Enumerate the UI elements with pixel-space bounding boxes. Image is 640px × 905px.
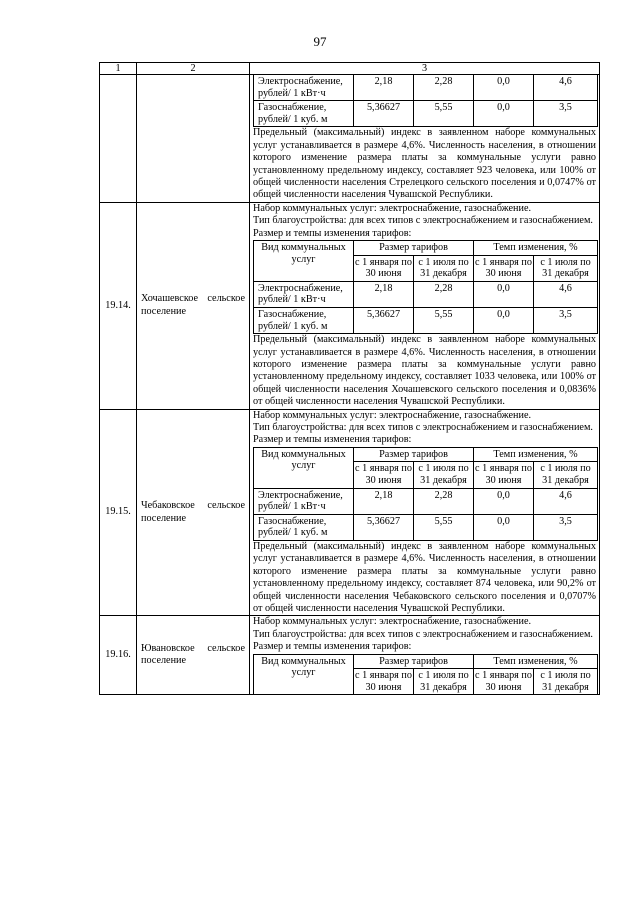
row-number: 19.14. (100, 202, 137, 409)
settlement-name: Ювановское сельское поселение (137, 616, 250, 695)
period-header: с 1 июля по 31 декабря (534, 255, 598, 281)
settlement-row (100, 616, 600, 695)
main-table (99, 62, 600, 695)
tariff-value: 5,36627 (354, 101, 414, 127)
tariff-value: 2,18 (354, 488, 414, 514)
tariff-row (254, 75, 598, 101)
tariff-value: 2,28 (414, 488, 474, 514)
service-name: Газоснабжение, рублей/ 1 куб. м (254, 514, 354, 540)
row-number: 19.16. (100, 616, 137, 695)
period-header: с 1 июля по 31 декабря (414, 669, 474, 695)
rate-value: 0,0 (474, 281, 534, 307)
tariff-value: 2,28 (414, 281, 474, 307)
col-rate-header: Темп изменения, % (474, 447, 598, 462)
tariff-value: 5,55 (414, 514, 474, 540)
rate-value: 0,0 (474, 488, 534, 514)
service-name: Газоснабжение, рублей/ 1 куб. м (254, 101, 354, 127)
tariff-row (254, 308, 598, 334)
service-name: Электроснабжение, рублей/ 1 кВт·ч (254, 488, 354, 514)
tariff-row (254, 281, 598, 307)
improvement-type: Тип благоустройства: для всех типов с электроснабжением и газоснабжением. (253, 628, 593, 640)
period-header: с 1 января по 30 июня (474, 255, 534, 281)
tariff-caption: Размер и темпы изменения тарифов: (253, 434, 412, 446)
tariff-value: 2,18 (354, 75, 414, 101)
tariff-table (253, 447, 598, 541)
rate-value: 3,5 (534, 101, 598, 127)
continuation-row (100, 75, 600, 203)
index-note: Предельный (максимальный) индекс в заявленном наборе коммунальных услуг устанавливается в размере 4,6%. Численность населения, в отношении которого изменение размера платы за коммунальные услуги равно установленному предельному индексу, составляет 1033 человека, или 100% от общей численности населения Хочашевского сельского поселения и 0,0836% от общей численности населения Чувашской Республики. (253, 334, 596, 408)
tariff-value: 2,28 (414, 75, 474, 101)
rate-value: 3,5 (534, 308, 598, 334)
period-header: с 1 июля по 31 декабря (414, 255, 474, 281)
services-set: Набор коммунальных услуг: электроснабжение, газоснабжение. (253, 409, 532, 421)
period-header: с 1 января по 30 июня (354, 669, 414, 695)
rate-value: 0,0 (474, 75, 534, 101)
tariff-row (254, 488, 598, 514)
tariff-value: 5,55 (414, 101, 474, 127)
services-set: Набор коммунальных услуг: электроснабжение, газоснабжение. (253, 616, 532, 628)
rate-value: 0,0 (474, 101, 534, 127)
row-number: 19.15. (100, 409, 137, 616)
rate-value: 3,5 (534, 514, 598, 540)
settlement-row (100, 202, 600, 409)
period-header: с 1 июля по 31 декабря (534, 669, 598, 695)
improvement-type: Тип благоустройства: для всех типов с электроснабжением и газоснабжением. (253, 215, 593, 227)
col-service-header: Вид коммунальных услуг (254, 447, 354, 488)
rate-value: 4,6 (534, 281, 598, 307)
col-rate-header: Темп изменения, % (474, 241, 598, 256)
improvement-type: Тип благоустройства: для всех типов с электроснабжением и газоснабжением. (253, 422, 593, 434)
tariff-value: 5,36627 (354, 308, 414, 334)
tariff-value: 2,18 (354, 281, 414, 307)
tariff-caption: Размер и темпы изменения тарифов: (253, 227, 412, 239)
col-service-header: Вид коммунальных услуг (254, 241, 354, 282)
period-header: с 1 января по 30 июня (474, 462, 534, 488)
settlement-name: Хочашевское сельское поселение (137, 202, 250, 409)
period-header: с 1 июля по 31 декабря (414, 462, 474, 488)
tariff-row (254, 101, 598, 127)
rate-value: 4,6 (534, 488, 598, 514)
column-number: 3 (250, 63, 600, 75)
col-size-header: Размер тарифов (354, 447, 474, 462)
index-note: Предельный (максимальный) индекс в заявленном наборе коммунальных услуг устанавливается в размере 4,6%. Численность населения, в отношении которого изменение размера платы за коммунальные услуги равно установленному предельному индексу, составляет 874 человека, или 90,2% от общей численности населения Чебаковского сельского поселения и 0,0707% от общей численности населения Чувашской Республики. (253, 541, 596, 615)
services-set: Набор коммунальных услуг: электроснабжение, газоснабжение. (253, 202, 532, 214)
rate-value: 0,0 (474, 308, 534, 334)
tariff-row (254, 514, 598, 540)
rate-value: 0,0 (474, 514, 534, 540)
period-header: с 1 июля по 31 декабря (534, 462, 598, 488)
col-rate-header: Темп изменения, % (474, 654, 598, 669)
tariff-value: 5,36627 (354, 514, 414, 540)
tariff-table (253, 240, 598, 334)
period-header: с 1 января по 30 июня (354, 462, 414, 488)
tariff-table (253, 75, 598, 127)
page-number: 97 (313, 34, 327, 49)
service-name: Электроснабжение, рублей/ 1 кВт·ч (254, 75, 354, 101)
col-size-header: Размер тарифов (354, 654, 474, 669)
settlement-row (100, 409, 600, 616)
column-number: 1 (100, 63, 137, 75)
service-name: Электроснабжение, рублей/ 1 кВт·ч (254, 281, 354, 307)
column-number-row (100, 63, 600, 75)
period-header: с 1 января по 30 июня (474, 669, 534, 695)
index-note: Предельный (максимальный) индекс в заявленном наборе коммунальных услуг устанавливается в размере 4,6%. Численность населения, в отношении которого изменение размера платы за коммунальные услуги равно установленному предельному индексу, составляет 923 человека, или 100% от общей численности населения Стрелецкого сельского поселения и 0,0747% от общей численности населения Чувашской Республики. (253, 127, 596, 201)
tariff-value: 5,55 (414, 308, 474, 334)
period-header: с 1 января по 30 июня (354, 255, 414, 281)
rate-value: 4,6 (534, 75, 598, 101)
tariff-table (253, 654, 598, 696)
col-service-header: Вид коммунальных услуг (254, 654, 354, 695)
col-size-header: Размер тарифов (354, 241, 474, 256)
column-number: 2 (137, 63, 250, 75)
settlement-name: Чебаковское сельское поселение (137, 409, 250, 616)
tariff-caption: Размер и темпы изменения тарифов: (253, 641, 412, 653)
service-name: Газоснабжение, рублей/ 1 куб. м (254, 308, 354, 334)
